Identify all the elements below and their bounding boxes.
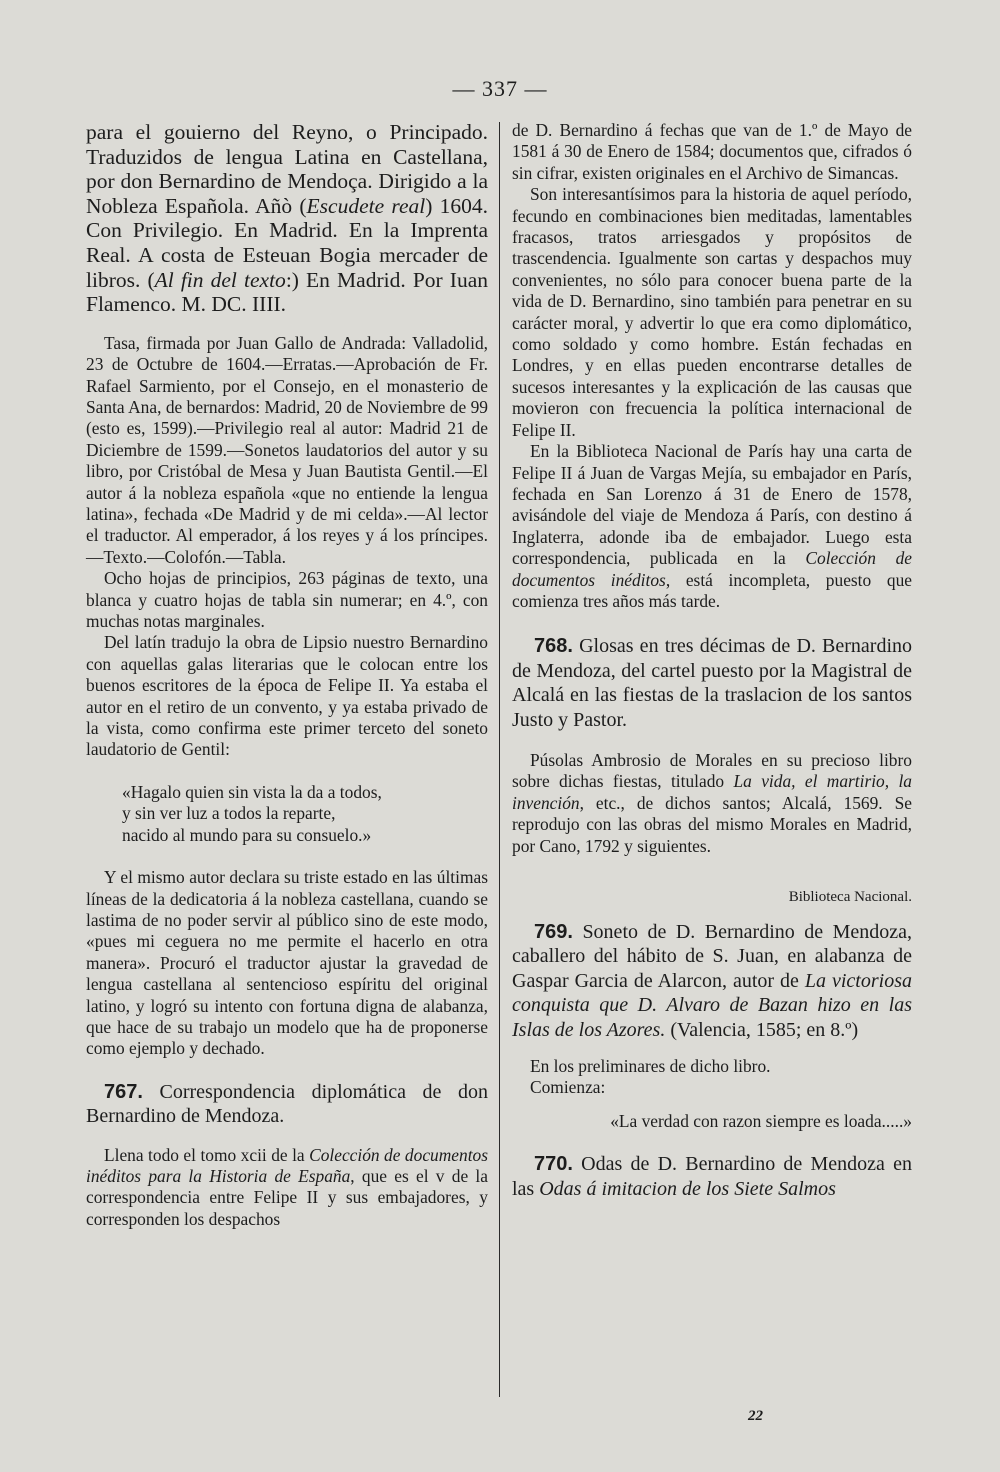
entry-title: Odas de D. Bernardino de Mendoza en las: [512, 1153, 913, 1200]
verse-line: «Hagalo quien sin vista la da a todos,: [122, 781, 382, 802]
title-part: :) En Madrid. Por Iuan Flamenco. M. DC. IIII.: [86, 267, 488, 317]
description-paragraph: Ocho hojas de principios, 263 páginas de texto, una blanca y cuatro hojas de tabla sin numerar; en 4.º, con muchas notas marginales.: [86, 568, 488, 632]
entry-number: 769.: [534, 921, 573, 943]
entry-767-body: [86, 1145, 488, 1231]
entry-title-italic: Odas á imitacion de los Siete Salmos: [539, 1177, 836, 1200]
entry-title: Soneto de D. Bernardino de Mendoza, caballero del hábito de S. Juan, en alabanza de Gaspar Garcia de Alarcon, autor de: [512, 921, 913, 992]
entry-767: [86, 1080, 488, 1129]
entry-title: Glosas en tres décimas de D. Bernardino de Mendoza, del cartel puesto por la Magistral de Alcalá en las fiestas de la traslacion de los santos Justo y Pastor.: [512, 635, 913, 731]
entry-number: 767.: [104, 1080, 143, 1103]
body-italic: Colección de documentos inéditos: [512, 548, 912, 590]
title-part: ) 1604. Con Privilegio. En Madrid. En la Imprenta Real. A costa de Esteuan Bogia mercader de libros. (: [86, 193, 489, 292]
library-location: Biblioteca Nacional.: [788, 889, 912, 905]
body-italic: Colección de documentos inéditos para la Historia de España: [86, 1144, 489, 1186]
title-part: para el gouierno del Reyno, o Principado. Traduzidos de lengua Latina en Castellana, por don Bernardino de Mendoça. Dirigido a la Nobleza Española. Añò (: [86, 120, 488, 218]
page-number: — 337 —: [452, 76, 548, 101]
entry-768: [512, 634, 912, 732]
entry-768-body: [512, 750, 912, 857]
left-column: [86, 120, 488, 1230]
right-column: [512, 120, 912, 1201]
column-rule: [499, 122, 500, 1397]
commentary-paragraph: [512, 441, 912, 612]
body-part: Llena todo el tomo xcii de la: [104, 1144, 310, 1165]
body-italic: La vida, el martirio, la invención: [512, 771, 912, 813]
verse-quote: [86, 782, 488, 846]
entry-769-quote: «La verdad con razon siempre es loada.....»: [610, 1110, 912, 1131]
body-part: En la Biblioteca Nacional de París hay una carta de Felipe II á Juan de Vargas Mejía, su embajador en París, fechada en San Lorenzo á 31 de Enero de 1578, avisándole del viaje de Mendoza á París, con destino á Inglaterra, adonde iba de embajador. Luego esta correspondencia, publicada en la: [512, 441, 912, 569]
commentary-paragraph: Del latín tradujo la obra de Lipsio nuestro Bernardino con aquellas galas literarias que le colocan entre los buenos escritores de la época de Felipe II. Ya estaba el autor en el retiro de un convento, y ya estaba privado de la vista, como confirma este primer terceto del soneto laudatorio de Gentil:: [86, 632, 488, 760]
body-part: , etc., de dichos santos; Alcalá, 1569. Se reprodujo con las obras del mismo Morales en Madrid, por Cano, 1792 y siguientes.: [512, 792, 912, 856]
entry-770: [512, 1152, 912, 1201]
body-part: Púsolas Ambrosio de Morales en su precioso libro sobre dichas fiestas, titulado: [512, 749, 912, 792]
entry-769: [512, 920, 912, 1042]
commentary-paragraph: Y el mismo autor declara su triste estado en las últimas líneas de la dedicatoria á la nobleza castellana, cuando se lastima de no poder servir al público sino de este modo, «pues mi ceguera no me permite el hacerlo en otra manera». Procuró el traductor ajustar la gravedad de lengua castellana al sentencioso espíritu del original latino, y logró su intento con fortuna digna de alabanza, que hace de su trabajo un modelo que ha de proponerse como ejemplo y dechado.: [86, 867, 488, 1059]
body-part: , que es el v de la correspondencia entre Felipe II y sus embajadores, y corresponden los despachos: [86, 1165, 488, 1229]
body-part: , está incompleta, puesto que comienza tres años más tarde.: [512, 569, 912, 611]
entry-title: Correspondencia diplomática de don Bernardino de Mendoza.: [86, 1080, 488, 1128]
entry-769-note: En los preliminares de dicho libro.: [530, 1056, 771, 1077]
verse-line: nacido al mundo para su consuelo.»: [122, 824, 372, 845]
printer-signature: 22: [748, 1408, 763, 1424]
entry-title: (Valencia, 1585; en 8.º): [665, 1018, 859, 1041]
verse-line: y sin ver luz a todos la reparte,: [122, 803, 336, 824]
entry-number: 770.: [534, 1153, 573, 1176]
entry-title-italic: La victoriosa conquista que D. Alvaro de Bazan hizo en las Islas de los Azores.: [512, 969, 912, 1041]
commentary-paragraph: Son interesantísimos para la historia de aquel período, fecundo en combinaciones bien meditadas, lamentables fracasos, tratos arriesgados y propósitos de trascendencia. Igualmente son cartas y despachos muy convenientes, no sólo para conocer buena parte de la vida de D. Bernardino, sino también para penetrar en su carácter moral, y advertir lo que era como diplomático, como soldado y como hombre. Están fechadas en Londres, y en ellas pueden encontrarse detalles de sucesos interesantes y la explicación de las causas que movieron con frecuencia la política internacional de Felipe II.: [512, 184, 912, 440]
continued-paragraph: de D. Bernardino á fechas que van de 1.º de Mayo de 1581 á 30 de Enero de 1584; documentos que, cifrados ó sin cifrar, existen originales en el Archivo de Simancas.: [512, 120, 912, 183]
title-italic: Escudete real: [306, 193, 426, 218]
contents-paragraph: Tasa, firmada por Juan Gallo de Andrada: Valladolid, 23 de Octubre de 1604.—Erratas.—Aprobación de Fr. Rafael Sarmiento, por el Consejo, en el monasterio de Santa Ana, de bernardos: Madrid, 20 de Noviembre de 99 (esto es, 1599).—Privilegio real al autor: Madrid 21 de Diciembre de 1599.—Sonetos laudatorios del autor y su libro, por Cristóbal de Mesa y Juan Bautista Gentil.—El autor á la nobleza española «que no entiende la lengua latina», fechada «De Madrid y de mi celda».—Al lector el traductor. Al emperador, á los reyes y á los príncipes.—Texto.—Colofón.—Tabla.: [86, 332, 488, 567]
entry-769-begins: Comienza:: [530, 1077, 606, 1098]
entry-number: 768.: [534, 635, 573, 658]
title-italic: Al fin del texto: [154, 267, 286, 292]
title-transcription: [86, 120, 488, 317]
